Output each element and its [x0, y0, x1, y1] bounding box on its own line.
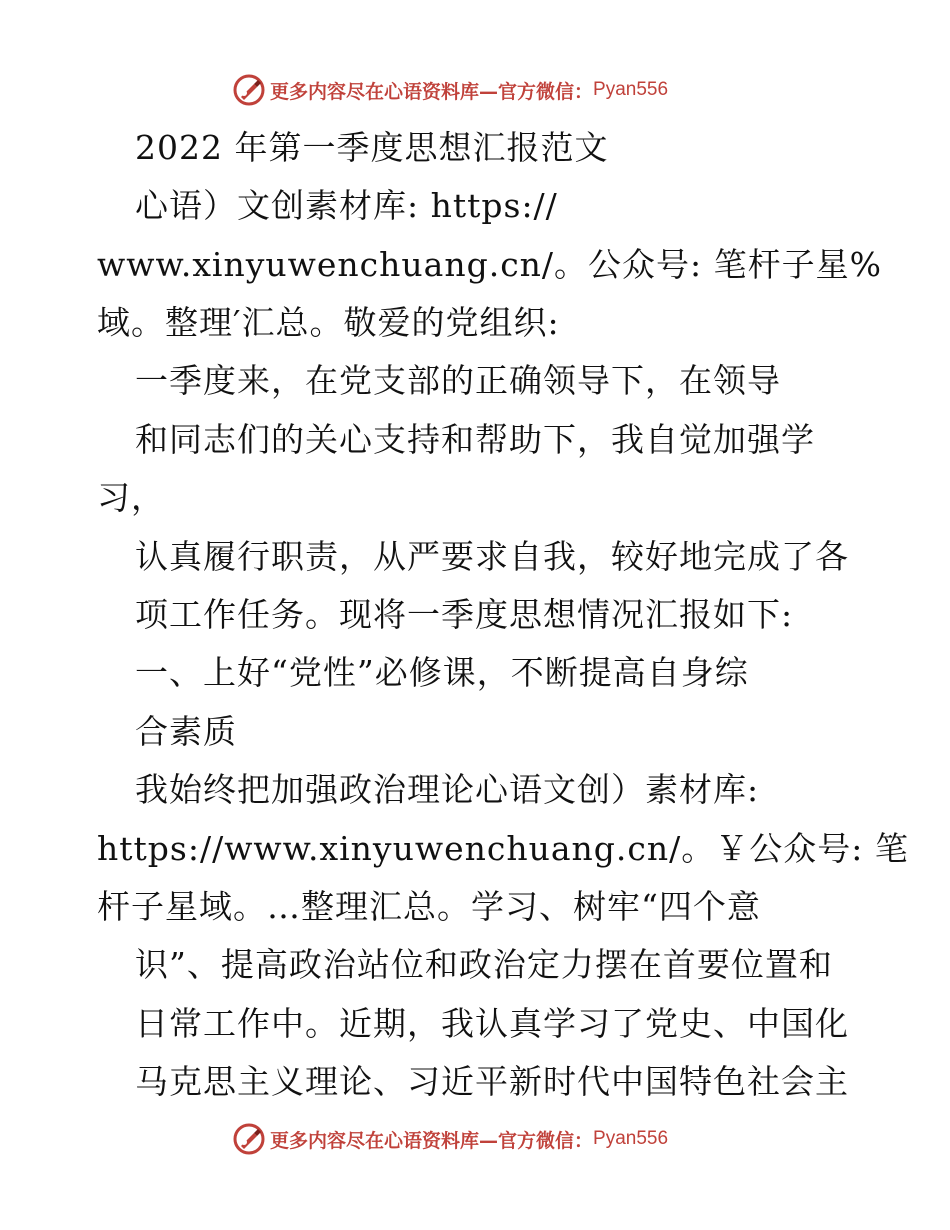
text-line: 习，: [97, 478, 165, 517]
text-line: 识”、提高政治站位和政治定力摆在首要位置和: [135, 945, 833, 984]
header-watermark-banner: [232, 73, 668, 107]
text-line: 一季度来，在党支部的正确领导下，在领导: [135, 361, 781, 400]
text-line: 杆子星域。…整理汇总。学习、树牢“四个意: [97, 887, 761, 926]
footer-watermark-banner: [232, 1122, 668, 1156]
text-line: 项工作任务。现将一季度思想情况汇报如下:: [135, 595, 794, 634]
text-line: 马克思主义理论、习近平新时代中国特色社会主: [135, 1062, 849, 1101]
pen-logo-icon: [232, 1122, 266, 1156]
section-heading: 一、上好“党性”必修课，不断提高自身综: [135, 653, 749, 692]
banner-text: 更多内容尽在心语资料库—官方微信：: [270, 80, 594, 103]
text-line: www.xinyuwenchuang.cn/。公众号: 笔杆子星%: [97, 245, 883, 284]
text-line: https://www.xinyuwenchuang.cn/。￥公众号: 笔: [97, 829, 909, 868]
banner-wechat-id: Pyan556: [593, 1128, 669, 1149]
text-line: 域。整理′汇总。敬爱的党组织:: [97, 303, 560, 342]
text-line: 我始终把加强政治理论心语文创）素材库:: [135, 770, 760, 809]
pen-logo-icon: [232, 73, 266, 107]
banner-wechat-id: Pyan556: [593, 79, 669, 100]
text-line: 和同志们的关心支持和帮助下，我自觉加强学: [135, 420, 815, 459]
text-line: 心语）文创素材库: https://: [135, 186, 558, 225]
banner-text: 更多内容尽在心语资料库—官方微信：: [270, 1129, 594, 1152]
text-line: 日常工作中。近期，我认真学习了党史、中国化: [135, 1004, 849, 1043]
document-title: 2022 年第一季度思想汇报范文: [135, 128, 609, 167]
text-line: 认真履行职责，从严要求自我，较好地完成了各: [135, 537, 849, 576]
section-heading: 合素质: [135, 712, 237, 751]
